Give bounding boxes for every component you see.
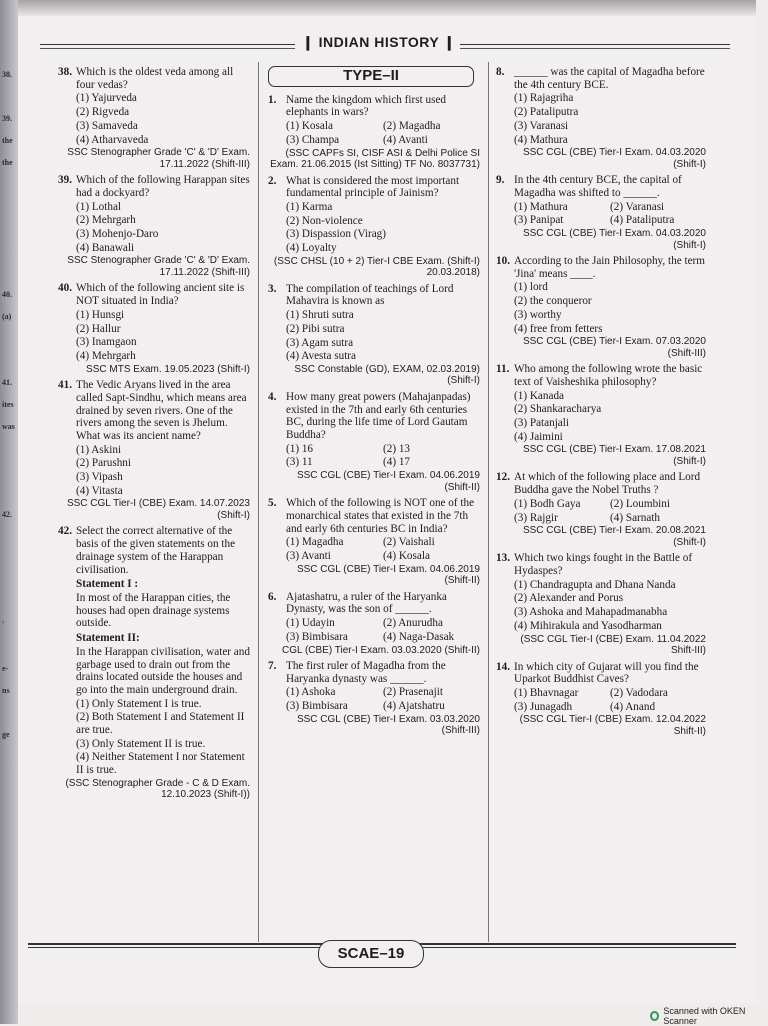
- question-block: [496, 174, 706, 251]
- option-item: (3) Vipash: [76, 471, 123, 484]
- option-item: (4) 17: [383, 456, 411, 469]
- question-stem: [496, 66, 706, 91]
- question-stem: [268, 591, 480, 616]
- options-list: [268, 686, 480, 712]
- option-row: [286, 550, 480, 563]
- question-number: 39.: [58, 174, 72, 187]
- option-item: (2) Non-violence: [286, 214, 363, 227]
- exam-source: CGL (CBE) Tier-I Exam. 03.03.2020 (Shift-II): [281, 644, 480, 656]
- header-rule-right-2: [430, 48, 730, 49]
- exam-source: SSC CGL Tier-I (CBE) Exam. 14.07.2023 (Shift-I): [66, 498, 250, 521]
- question-number: 2.: [268, 174, 277, 187]
- option-item: (3) Ashoka and Mahapadmanabha: [514, 606, 668, 619]
- exam-source: SSC CGL (CBE) Tier-I Exam. 20.08.2021 (Shift-I): [522, 525, 706, 548]
- exam-source: SSC CGL (CBE) Tier-I Exam. 03.03.2020 (Shift-III): [296, 713, 480, 737]
- option-item: (4) Vitasta: [76, 484, 123, 497]
- question-stem: [496, 255, 706, 280]
- question-stem: [58, 379, 250, 443]
- option-item: (2) Pibi sutra: [286, 322, 345, 335]
- option-item: (1) Bodh Gaya: [514, 497, 581, 510]
- option-row: [286, 631, 480, 644]
- option-row: [514, 687, 706, 700]
- question-stem: [58, 174, 250, 199]
- options-list: [268, 309, 480, 363]
- options-list: [496, 498, 706, 524]
- binder-fragment: the: [2, 136, 13, 145]
- option-item: (1) Karma: [286, 200, 333, 213]
- scanner-text: Scanned with OKEN Scanner: [663, 1006, 746, 1026]
- question-block: [268, 591, 480, 656]
- options-list: [58, 444, 250, 498]
- option-item: (3) Agam sutra: [286, 336, 354, 349]
- question-text: In the 4th century BCE, the capital of Magadha was shifted to ______.: [514, 174, 682, 199]
- question-text: What is considered the most important fundamental principle of Jainism?: [286, 174, 460, 200]
- binder-fragment: 40.: [2, 290, 12, 299]
- option-item: (4) Jaimini: [514, 430, 563, 443]
- option-item: (1) lord: [514, 281, 548, 294]
- option-item: (3) Panipat: [514, 214, 564, 227]
- question-text: Select the correct alternative of the basis of the given statements on the drainage system of the Harappan civilisation.: [76, 525, 236, 576]
- statement-2-label: Statement II:: [76, 632, 140, 645]
- option-item: (1) Bhavnagar: [514, 686, 579, 699]
- option-item: (2) Both Statement I and Statement II are true.: [76, 711, 245, 737]
- question-block: [496, 661, 706, 738]
- question-text: Which is the oldest veda among all four vedas?: [76, 66, 234, 91]
- question-block: [268, 283, 480, 387]
- question-text: Name the kingdom which first used elephants in wars?: [286, 93, 447, 119]
- option-item: (2) 13: [383, 442, 411, 455]
- question-number: 6.: [268, 590, 277, 603]
- question-stem: [496, 552, 706, 577]
- binder-fragment: ns: [2, 686, 10, 695]
- option-item: (1) 16: [286, 442, 314, 455]
- option-row: [286, 134, 480, 147]
- question-block: [58, 174, 250, 278]
- statement-2-text: In the Harappan civilisation, water and garbage used to drain out from the drains located outside the houses and go into the main underground drain.: [76, 645, 250, 696]
- option-item: (1) Yajurveda: [76, 92, 137, 105]
- question-block: [58, 66, 250, 170]
- options-list: [58, 309, 250, 363]
- options-list: [268, 536, 480, 562]
- option-item: (1) Hunsgi: [76, 308, 125, 321]
- page-number-badge: SCAE–19: [318, 940, 424, 968]
- question-number: 13.: [496, 552, 510, 565]
- question-number: 11.: [496, 363, 510, 376]
- option-item: (2) Loumbini: [610, 497, 670, 510]
- question-block: [268, 497, 480, 587]
- exam-source: SSC Stenographer Grade 'C' & 'D' Exam. 17.11.2022 (Shift-III): [67, 147, 250, 170]
- option-item: (2) Mehrgarh: [76, 214, 136, 227]
- question-stem: [268, 175, 480, 200]
- column-right: [496, 66, 706, 741]
- option-item: (3) Varanasi: [514, 119, 569, 132]
- options-list: [58, 698, 250, 777]
- column-divider-1: [258, 62, 259, 942]
- option-item: (3) Only Statement II is true.: [76, 737, 206, 750]
- options-list: [58, 201, 250, 255]
- option-item: (3) Patanjali: [514, 417, 569, 430]
- option-item: (4) Avesta sutra: [286, 350, 357, 363]
- option-row: [286, 700, 480, 713]
- question-stem: [58, 282, 250, 307]
- option-row: [514, 214, 706, 227]
- option-item: (2) Anurudha: [383, 617, 443, 630]
- options-list: [496, 579, 706, 633]
- option-item: (3) Rajgir: [514, 511, 558, 524]
- option-row: [514, 201, 706, 214]
- question-stem: [496, 661, 706, 686]
- binder-fragment: e-: [2, 664, 9, 673]
- exam-source: (SSC CGL Tier-I (CBE) Exam. 12.04.2022 Shift-II): [519, 714, 706, 737]
- option-item: (1) Ashoka: [286, 686, 336, 699]
- option-row: [514, 512, 706, 525]
- option-item: (4) Loyalty: [286, 242, 337, 255]
- question-number: 41.: [58, 379, 72, 392]
- question-block: [496, 552, 706, 656]
- option-item: (1) Shruti sutra: [286, 309, 354, 322]
- option-item: (4) Kosala: [383, 549, 430, 562]
- binder-fragment: 39.: [2, 114, 12, 123]
- question-text: The Vedic Aryans lived in the area called Sapt-Sindhu, which means area drained by seven rivers. One of the rivers among the seven is Jhelum. What was its ancient name?: [76, 379, 247, 442]
- option-item: (3) 11: [286, 456, 313, 469]
- options-list: [268, 443, 480, 469]
- exam-source: (SSC Stenographer Grade - C & D Exam. 12.10.2023 (Shift-I)): [65, 777, 250, 801]
- option-item: (2) Vadodara: [610, 686, 668, 699]
- option-item: (1) Kosala: [286, 120, 333, 133]
- options-list: [496, 390, 706, 444]
- option-item: (1) Mathura: [514, 200, 568, 213]
- exam-source: SSC CGL (CBE) Tier-I Exam. 04.03.2020 (Shift-I): [522, 228, 706, 251]
- statement-1-text: In most of the Harappan cities, the houses had open drainage systems outside.: [76, 592, 231, 630]
- option-item: (4) Avanti: [383, 133, 428, 146]
- question-block: [268, 660, 480, 737]
- option-row: [286, 536, 480, 549]
- question-block: [58, 282, 250, 375]
- option-item: (4) Mathura: [514, 133, 568, 146]
- option-item: (2) Magadha: [383, 120, 441, 133]
- option-item: (4) Sarnath: [610, 511, 661, 524]
- options-list: [496, 92, 706, 146]
- question-block: [496, 66, 706, 170]
- option-item: (3) Champa: [286, 133, 340, 146]
- question-text: Who among the following wrote the basic text of Vaisheshika philosophy?: [514, 363, 703, 388]
- question-text: Which of the following is NOT one of the monarchical states that existed in the 7th and early 6th centuries BC in India?: [286, 497, 475, 535]
- question-number: 1.: [268, 93, 277, 106]
- question-stem: [496, 363, 706, 388]
- option-item: (3) Mohenjo-Daro: [76, 228, 159, 241]
- option-item: (3) Bimbisara: [286, 630, 348, 643]
- scanner-logo-icon: [650, 1011, 659, 1021]
- statement-1-label: Statement I :: [76, 578, 139, 591]
- question-number: 7.: [268, 660, 277, 672]
- question-stem: [268, 660, 480, 685]
- option-item: (3) Bimbisara: [286, 700, 348, 713]
- question-text: Which of the following Harappan sites had a dockyard?: [76, 174, 250, 199]
- option-item: (1) Only Statement I is true.: [76, 697, 202, 710]
- options-list: [268, 201, 480, 255]
- options-list: [58, 92, 250, 146]
- exam-source: SSC CGL (CBE) Tier-I Exam. 04.03.2020 (Shift-I): [522, 147, 706, 170]
- option-item: (3) Samaveda: [76, 119, 138, 132]
- option-row: [514, 701, 706, 714]
- exam-source: SSC Constable (GD), EXAM, 02.03.2019) (Shift-I): [294, 363, 480, 387]
- option-item: (3) Dispassion (Virag): [286, 228, 386, 241]
- option-row: [514, 498, 706, 511]
- options-list: [496, 687, 706, 713]
- exam-source: (SSC CAPFs SI, CISF ASI & Delhi Police SI Exam. 21.06.2015 (Ist Sitting) TF No. 8037731): [270, 147, 480, 171]
- option-row: [286, 443, 480, 456]
- column-left: [58, 66, 250, 805]
- options-list: [268, 617, 480, 643]
- option-item: (1) Chandragupta and Dhana Nanda: [514, 578, 676, 591]
- header-rule-left-2: [40, 48, 295, 49]
- question-block-42: [58, 525, 250, 800]
- option-item: (1) Askini: [76, 443, 122, 456]
- binder-fragment: ge: [2, 730, 10, 739]
- question-stem: [496, 471, 706, 496]
- question-block: [268, 175, 480, 279]
- exam-source: SSC MTS Exam. 19.05.2023 (Shift-I): [86, 363, 250, 375]
- exam-source: SSC CGL (CBE) Tier-I Exam. 04.06.2019 (Shift-II): [296, 563, 480, 587]
- option-item: (2) Shankaracharya: [514, 403, 602, 416]
- question-text: At which of the following place and Lord Buddha gave the Nobel Truths ?: [514, 471, 701, 497]
- header-rule-left: [40, 44, 295, 45]
- question-block: [496, 471, 706, 548]
- options-list: [496, 281, 706, 335]
- column-middle: [268, 66, 480, 741]
- question-number: 14.: [496, 660, 510, 673]
- page-header-title: ❙ INDIAN HISTORY ❙: [298, 34, 460, 51]
- option-item: (3) Avanti: [286, 549, 331, 562]
- option-item: (3) Inamgaon: [76, 336, 137, 349]
- exam-source: SSC CGL (CBE) Tier-I Exam. 04.06.2019 (Shift-II): [296, 470, 480, 493]
- question-block: [496, 255, 706, 359]
- question-number: 5.: [268, 497, 277, 510]
- header-rule-right: [430, 44, 730, 45]
- question-stem: [268, 497, 480, 535]
- option-item: (1) Kanada: [514, 389, 565, 402]
- binder-fragment: 42.: [2, 510, 12, 519]
- option-row: [286, 120, 480, 133]
- binder-fragment: ': [2, 620, 5, 629]
- question-block: [268, 391, 480, 493]
- option-item: (1) Udayin: [286, 617, 335, 630]
- options-list: [268, 120, 480, 146]
- question-text: ______ was the capital of Magadha before the 4th century BCE.: [514, 66, 705, 91]
- question-text: Which two kings fought in the Battle of Hydaspes?: [514, 552, 693, 577]
- question-number: 40.: [58, 282, 72, 295]
- question-stem: [58, 525, 250, 576]
- question-text: The first ruler of Magadha from the Haryanka dynasty was ______.: [286, 660, 446, 685]
- option-item: (2) Prasenajit: [383, 686, 443, 699]
- question-number: 9.: [496, 174, 505, 187]
- scanner-watermark: [650, 1006, 768, 1026]
- exam-source: SSC Stenographer Grade 'C' & 'D' Exam. 17.11.2022 (Shift-III): [67, 255, 250, 278]
- exam-source: (SSC CGL Tier-I (CBE) Exam. 11.04.2022 Shift-III): [520, 633, 706, 656]
- question-text: Which of the following ancient site is NOT situated in India?: [76, 282, 245, 308]
- question-text: The compilation of teachings of Lord Mahavira is known as: [286, 282, 454, 308]
- option-item: (4) Pataliputra: [610, 214, 675, 227]
- option-item: (4) free from fetters: [514, 322, 603, 335]
- options-list: [496, 201, 706, 227]
- option-item: (4) Mehrgarh: [76, 349, 136, 362]
- exam-source: SSC CGL (CBE) Tier-I Exam. 07.03.2020 (Shift-III): [522, 336, 706, 359]
- option-row: [286, 456, 480, 469]
- question-number: 8.: [496, 66, 505, 78]
- question-number: 38.: [58, 66, 72, 78]
- option-row: [286, 617, 480, 630]
- question-number: 4.: [268, 390, 277, 403]
- exam-source: SSC CGL (CBE) Tier-I Exam. 17.08.2021 (Shift-I): [522, 444, 706, 467]
- question-text: Ajatashatru, a ruler of the Haryanka Dynasty, was the son of ______.: [286, 590, 447, 616]
- question-text: According to the Jain Philosophy, the term 'Jina' means ____.: [514, 255, 705, 280]
- type-section-box: TYPE–II: [268, 66, 474, 87]
- option-item: (4) Mihirakula and Yasodharman: [514, 619, 662, 632]
- option-item: (4) Neither Statement I nor Statement II is true.: [76, 751, 245, 777]
- binder-fragment: ites: [2, 400, 14, 409]
- question-number: 42.: [58, 525, 72, 538]
- option-item: (4) Ajatshatru: [383, 700, 445, 713]
- option-item: (4) Naga-Dasak: [383, 630, 455, 643]
- option-item: (2) Varanasi: [610, 200, 665, 213]
- option-item: (2) Alexander and Porus: [514, 592, 624, 605]
- question-stem: [268, 94, 480, 119]
- option-item: (2) Pataliputra: [514, 106, 579, 119]
- binder-fragment: was: [2, 422, 15, 431]
- option-item: (2) Parushni: [76, 457, 131, 470]
- option-item: (4) Anand: [610, 700, 656, 713]
- question-text: In which city of Gujarat will you find the Uparkot Buddhist Caves?: [514, 660, 699, 686]
- option-row: [286, 686, 480, 699]
- binder-fragment: 41.: [2, 378, 12, 387]
- option-item: (1) Magadha: [286, 536, 344, 549]
- question-stem: [268, 283, 480, 308]
- question-stem: [58, 66, 250, 91]
- option-item: (2) Hallur: [76, 322, 121, 335]
- option-item: (4) Banawali: [76, 241, 135, 254]
- option-item: (1) Lothal: [76, 200, 122, 213]
- page-top-shadow: [18, 0, 756, 16]
- question-text: How many great powers (Mahajanpadas) existed in the 7th and early 6th centuries BC, during the life time of Lord Gautam Buddha?: [286, 390, 471, 442]
- option-item: (1) Rajagriha: [514, 92, 574, 105]
- option-item: (2) Rigveda: [76, 106, 130, 119]
- option-item: (4) Atharvaveda: [76, 133, 149, 146]
- column-divider-2: [488, 62, 489, 942]
- option-item: (2) the conqueror: [514, 295, 592, 308]
- option-item: (3) Junagadh: [514, 700, 573, 713]
- question-stem: [496, 174, 706, 199]
- option-item: (3) worthy: [514, 308, 562, 321]
- exam-source: (SSC CHSL (10 + 2) Tier-I CBE Exam. (Shift-I) 20.03.2018): [273, 255, 480, 279]
- binder-fragment: 38.: [2, 70, 12, 79]
- option-item: (2) Vaishali: [383, 536, 435, 549]
- question-number: 10.: [496, 255, 510, 268]
- question-block: [58, 379, 250, 521]
- question-block: [268, 94, 480, 171]
- binder-fragment: (a): [2, 312, 12, 321]
- question-block: [496, 363, 706, 467]
- question-number: 3.: [268, 282, 277, 295]
- question-stem: [268, 391, 480, 442]
- question-number: 12.: [496, 471, 510, 484]
- binder-fragment: the: [2, 158, 13, 167]
